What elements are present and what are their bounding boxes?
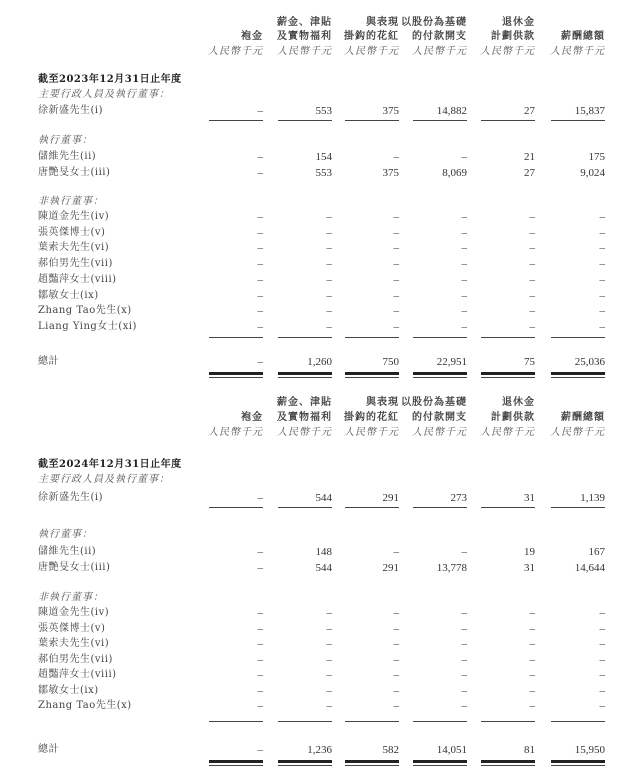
- table-cell: –: [393, 700, 399, 712]
- total-double-rule: [551, 377, 605, 378]
- director-name: Zhang Tao先生(x): [38, 700, 132, 711]
- table-cell: –: [599, 638, 605, 650]
- table-cell: –: [599, 654, 605, 666]
- table-cell: –: [529, 211, 535, 223]
- table-cell: –: [461, 669, 467, 681]
- table-cell: –: [257, 274, 263, 286]
- column-header: 掛鈎的花紅: [344, 412, 399, 423]
- table-cell: –: [257, 290, 263, 302]
- table-cell: –: [461, 227, 467, 239]
- table-cell: 27: [524, 105, 535, 117]
- table-cell: –: [461, 242, 467, 254]
- group-heading: 執行董事：: [38, 529, 93, 540]
- column-unit: 人民幣千元: [344, 46, 399, 57]
- table-cell: 31: [524, 562, 535, 574]
- total-double-rule: [345, 372, 399, 375]
- table-cell: –: [529, 321, 535, 333]
- table-cell: –: [393, 305, 399, 317]
- total-double-rule: [209, 760, 263, 763]
- table-cell: –: [393, 669, 399, 681]
- group-heading: 非執行董事：: [38, 196, 104, 207]
- subtotal-rule: [278, 120, 332, 121]
- table-cell: –: [599, 685, 605, 697]
- table-cell: –: [529, 274, 535, 286]
- table-cell: –: [461, 151, 467, 163]
- subtotal-rule: [278, 507, 332, 508]
- column-header: 薪金、津貼: [277, 17, 332, 28]
- table-cell: –: [393, 607, 399, 619]
- director-name: 葉索夫先生(vi): [38, 638, 110, 649]
- column-unit: 人民幣千元: [277, 427, 332, 438]
- table-cell: –: [326, 700, 332, 712]
- table-cell: –: [326, 305, 332, 317]
- table-cell: –: [599, 700, 605, 712]
- total-double-rule: [413, 372, 467, 375]
- table-cell: –: [461, 290, 467, 302]
- total-double-rule: [551, 765, 605, 766]
- column-header: 袍金: [241, 412, 263, 423]
- total-double-rule: [278, 760, 332, 763]
- column-header: 與表現: [366, 397, 399, 408]
- table-cell: –: [529, 669, 535, 681]
- director-name: 郝伯男先生(vii): [38, 258, 113, 269]
- subtotal-rule: [413, 120, 467, 121]
- total-cell: –: [257, 744, 263, 756]
- table-cell: –: [326, 669, 332, 681]
- table-cell: –: [326, 321, 332, 333]
- table-cell: 544: [315, 562, 332, 574]
- table-cell: –: [257, 305, 263, 317]
- table-cell: –: [326, 623, 332, 635]
- table-cell: 19: [524, 546, 535, 558]
- table-cell: –: [393, 211, 399, 223]
- table-cell: –: [529, 638, 535, 650]
- table-cell: –: [257, 105, 263, 117]
- total-double-rule: [345, 765, 399, 766]
- director-name: Zhang Tao先生(x): [38, 305, 132, 316]
- total-double-rule: [209, 377, 263, 378]
- total-double-rule: [551, 372, 605, 375]
- table-cell: –: [461, 607, 467, 619]
- subtotal-rule: [551, 507, 605, 508]
- total-double-rule: [345, 760, 399, 763]
- group-heading: 主要行政人員及執行董事：: [38, 474, 170, 485]
- table-cell: –: [393, 227, 399, 239]
- table-cell: 31: [524, 492, 535, 504]
- director-name: 唐艷旻女士(iii): [38, 167, 111, 178]
- total-double-rule: [551, 760, 605, 763]
- director-name: 儲維先生(ii): [38, 546, 97, 557]
- director-name: 鄒敏女士(ix): [38, 685, 99, 696]
- table-cell: 13,778: [436, 562, 467, 574]
- table-cell: –: [257, 258, 263, 270]
- column-unit: 人民幣千元: [277, 46, 332, 57]
- table-cell: –: [461, 211, 467, 223]
- column-unit: 人民幣千元: [480, 427, 535, 438]
- total-cell: 25,036: [574, 356, 605, 368]
- total-cell: 1,260: [307, 356, 332, 368]
- table-cell: 175: [588, 151, 605, 163]
- column-header: 退休金: [502, 17, 535, 28]
- table-cell: –: [326, 258, 332, 270]
- table-cell: 375: [382, 105, 399, 117]
- table-cell: –: [257, 227, 263, 239]
- table-cell: –: [257, 700, 263, 712]
- group-heading: 執行董事：: [38, 135, 93, 146]
- table-cell: –: [529, 700, 535, 712]
- column-header: 的付款開支: [412, 412, 467, 423]
- table-cell: –: [393, 151, 399, 163]
- table-cell: 291: [382, 492, 399, 504]
- subtotal-rule: [481, 507, 535, 508]
- total-double-rule: [413, 377, 467, 378]
- table-cell: –: [461, 654, 467, 666]
- director-name: 張英傑博士(v): [38, 227, 106, 238]
- table-cell: –: [599, 258, 605, 270]
- director-name: 張英傑博士(v): [38, 623, 106, 634]
- section-title: 截至2023年12月31日止年度: [38, 74, 182, 85]
- subtotal-rule: [345, 507, 399, 508]
- column-header: 以股份為基礎: [401, 397, 467, 408]
- subtotal-rule: [345, 337, 399, 338]
- table-cell: 167: [588, 546, 605, 558]
- table-cell: –: [393, 654, 399, 666]
- table-cell: –: [529, 607, 535, 619]
- table-cell: –: [257, 623, 263, 635]
- table-cell: –: [257, 562, 263, 574]
- table-cell: –: [599, 305, 605, 317]
- column-header: 計劃供款: [491, 412, 535, 423]
- total-cell: 75: [524, 356, 535, 368]
- table-cell: –: [529, 290, 535, 302]
- table-cell: –: [326, 685, 332, 697]
- subtotal-rule: [345, 721, 399, 722]
- table-cell: –: [461, 685, 467, 697]
- table-cell: –: [326, 242, 332, 254]
- subtotal-rule: [278, 337, 332, 338]
- table-cell: –: [326, 211, 332, 223]
- table-cell: –: [599, 227, 605, 239]
- table-cell: –: [326, 227, 332, 239]
- section-title: 截至2024年12月31日止年度: [38, 459, 182, 470]
- table-cell: –: [257, 151, 263, 163]
- total-label: 總計: [38, 744, 59, 755]
- total-cell: 1,236: [307, 744, 332, 756]
- table-cell: 15,837: [574, 105, 605, 117]
- column-header: 以股份為基礎: [401, 17, 467, 28]
- table-cell: –: [257, 685, 263, 697]
- table-cell: –: [326, 607, 332, 619]
- total-double-rule: [345, 377, 399, 378]
- column-unit: 人民幣千元: [208, 46, 263, 57]
- table-cell: –: [529, 242, 535, 254]
- table-cell: –: [393, 321, 399, 333]
- table-cell: –: [393, 623, 399, 635]
- table-cell: –: [599, 669, 605, 681]
- table-cell: –: [599, 321, 605, 333]
- table-cell: –: [257, 211, 263, 223]
- total-cell: 15,950: [574, 744, 605, 756]
- subtotal-rule: [278, 721, 332, 722]
- total-double-rule: [209, 765, 263, 766]
- total-cell: 14,051: [436, 744, 467, 756]
- table-cell: 8,069: [442, 167, 467, 179]
- table-cell: –: [461, 546, 467, 558]
- table-cell: –: [393, 242, 399, 254]
- table-cell: –: [257, 607, 263, 619]
- table-cell: –: [461, 623, 467, 635]
- table-cell: –: [257, 546, 263, 558]
- column-header: 薪酬總額: [561, 31, 605, 42]
- subtotal-rule: [551, 120, 605, 121]
- column-unit: 人民幣千元: [412, 46, 467, 57]
- director-name: 唐艷旻女士(iii): [38, 562, 111, 573]
- column-unit: 人民幣千元: [480, 46, 535, 57]
- column-header: 退休金: [502, 397, 535, 408]
- table-cell: 14,644: [574, 562, 605, 574]
- table-cell: –: [599, 623, 605, 635]
- table-cell: –: [461, 700, 467, 712]
- table-cell: –: [257, 321, 263, 333]
- table-cell: 14,882: [436, 105, 467, 117]
- group-heading: 主要行政人員及執行董事：: [38, 89, 170, 100]
- column-header: 及實物福利: [277, 31, 332, 42]
- table-cell: –: [326, 274, 332, 286]
- table-cell: –: [599, 242, 605, 254]
- total-label: 總計: [38, 356, 59, 367]
- subtotal-rule: [345, 120, 399, 121]
- column-header: 掛鈎的花紅: [344, 31, 399, 42]
- total-double-rule: [481, 377, 535, 378]
- total-double-rule: [209, 372, 263, 375]
- table-cell: –: [529, 227, 535, 239]
- table-cell: –: [393, 685, 399, 697]
- table-cell: 273: [450, 492, 467, 504]
- director-name: 儲維先生(ii): [38, 151, 97, 162]
- total-double-rule: [481, 765, 535, 766]
- column-header: 薪酬總額: [561, 412, 605, 423]
- table-cell: –: [599, 290, 605, 302]
- table-cell: –: [461, 321, 467, 333]
- subtotal-rule: [481, 120, 535, 121]
- table-cell: –: [326, 638, 332, 650]
- total-double-rule: [278, 372, 332, 375]
- table-cell: –: [461, 258, 467, 270]
- table-cell: –: [529, 685, 535, 697]
- total-double-rule: [278, 765, 332, 766]
- column-header: 計劃供款: [491, 31, 535, 42]
- table-cell: –: [529, 305, 535, 317]
- director-name: 趙豔萍女士(viii): [38, 274, 117, 285]
- column-unit: 人民幣千元: [344, 427, 399, 438]
- subtotal-rule: [209, 507, 263, 508]
- table-cell: –: [393, 638, 399, 650]
- column-header: 薪金、津貼: [277, 397, 332, 408]
- table-cell: –: [257, 669, 263, 681]
- total-double-rule: [413, 765, 467, 766]
- subtotal-rule: [413, 337, 467, 338]
- subtotal-rule: [551, 721, 605, 722]
- total-cell: 582: [382, 744, 399, 756]
- subtotal-rule: [413, 507, 467, 508]
- table-cell: 553: [315, 167, 332, 179]
- table-cell: –: [257, 492, 263, 504]
- column-unit: 人民幣千元: [208, 427, 263, 438]
- subtotal-rule: [413, 721, 467, 722]
- column-header: 的付款開支: [412, 31, 467, 42]
- director-name: Liang Ying女士(xi): [38, 321, 137, 332]
- table-cell: –: [529, 258, 535, 270]
- director-name: 郝伯男先生(vii): [38, 654, 113, 665]
- total-cell: 81: [524, 744, 535, 756]
- column-header: 及實物福利: [277, 412, 332, 423]
- subtotal-rule: [551, 337, 605, 338]
- director-name: 陳道金先生(iv): [38, 211, 110, 222]
- table-cell: 291: [382, 562, 399, 574]
- table-cell: –: [257, 242, 263, 254]
- table-cell: –: [461, 274, 467, 286]
- table-cell: –: [393, 546, 399, 558]
- table-cell: –: [257, 638, 263, 650]
- group-heading: 非執行董事：: [38, 592, 104, 603]
- column-unit: 人民幣千元: [412, 427, 467, 438]
- total-cell: 22,951: [436, 356, 467, 368]
- column-unit: 人民幣千元: [550, 427, 605, 438]
- table-cell: 21: [524, 151, 535, 163]
- total-double-rule: [278, 377, 332, 378]
- table-cell: –: [257, 167, 263, 179]
- table-cell: –: [529, 654, 535, 666]
- subtotal-rule: [209, 337, 263, 338]
- table-cell: –: [393, 258, 399, 270]
- table-cell: –: [599, 211, 605, 223]
- table-cell: –: [326, 290, 332, 302]
- subtotal-rule: [209, 721, 263, 722]
- table-cell: –: [461, 305, 467, 317]
- director-name: 鄒敏女士(ix): [38, 290, 99, 301]
- table-cell: 375: [382, 167, 399, 179]
- total-double-rule: [481, 760, 535, 763]
- subtotal-rule: [481, 337, 535, 338]
- subtotal-rule: [209, 120, 263, 121]
- table-cell: –: [257, 654, 263, 666]
- table-cell: 154: [315, 151, 332, 163]
- table-cell: 9,024: [580, 167, 605, 179]
- table-cell: –: [529, 623, 535, 635]
- director-name: 陳道金先生(iv): [38, 607, 110, 618]
- table-cell: 544: [315, 492, 332, 504]
- director-name: 葉索夫先生(vi): [38, 242, 110, 253]
- total-cell: 750: [382, 356, 399, 368]
- column-header: 與表現: [366, 17, 399, 28]
- table-cell: 1,139: [580, 492, 605, 504]
- director-name: 徐新盛先生(i): [38, 105, 104, 116]
- table-cell: –: [461, 638, 467, 650]
- table-cell: –: [393, 274, 399, 286]
- subtotal-rule: [481, 721, 535, 722]
- table-cell: –: [599, 274, 605, 286]
- total-double-rule: [481, 372, 535, 375]
- table-cell: 27: [524, 167, 535, 179]
- table-cell: –: [599, 607, 605, 619]
- table-cell: 553: [315, 105, 332, 117]
- table-cell: –: [326, 654, 332, 666]
- table-cell: 148: [315, 546, 332, 558]
- director-name: 徐新盛先生(i): [38, 492, 104, 503]
- table-cell: –: [393, 290, 399, 302]
- total-double-rule: [413, 760, 467, 763]
- total-cell: –: [257, 356, 263, 368]
- column-unit: 人民幣千元: [550, 46, 605, 57]
- director-name: 趙豔萍女士(viii): [38, 669, 117, 680]
- column-header: 袍金: [241, 31, 263, 42]
